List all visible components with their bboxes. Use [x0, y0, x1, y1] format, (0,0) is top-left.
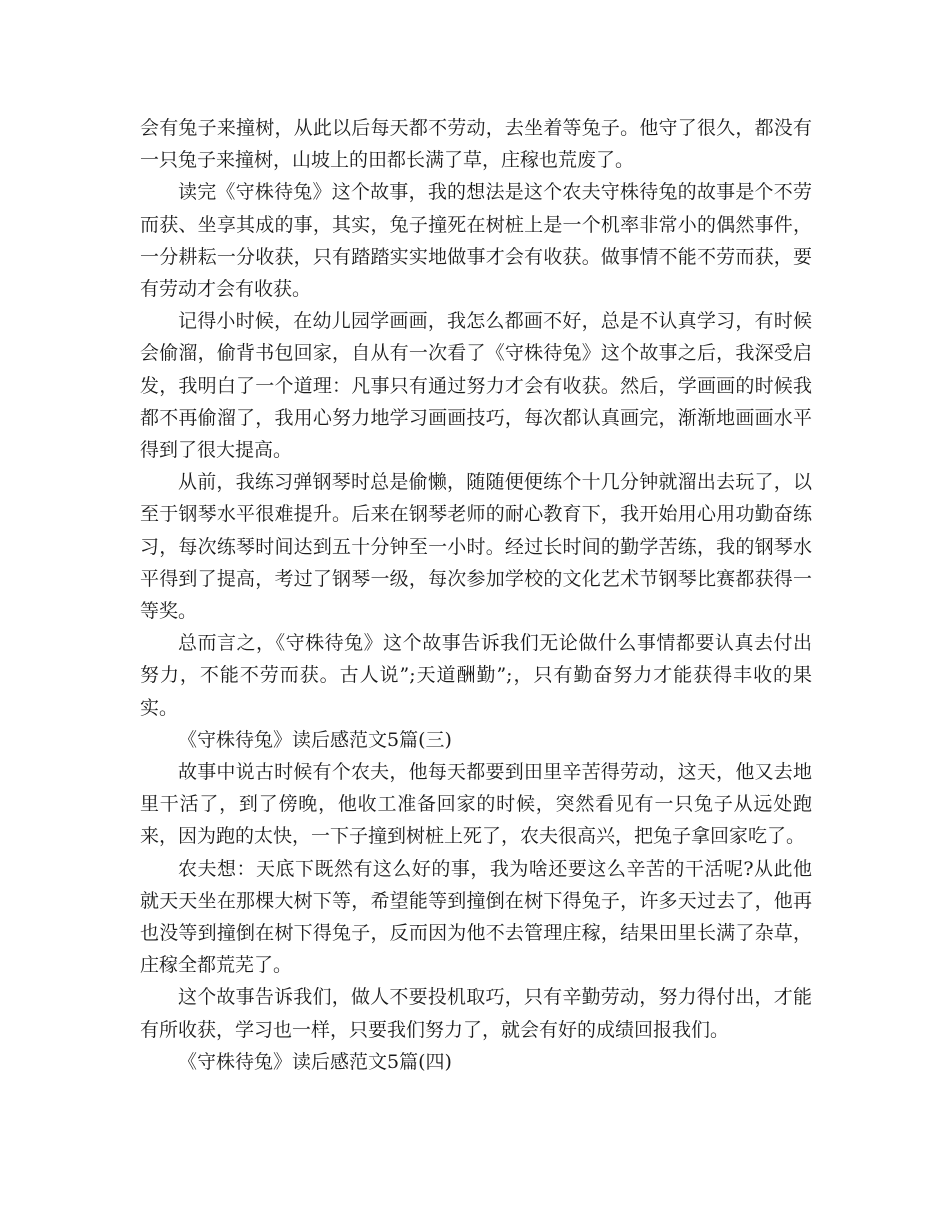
paragraph-drawing-memory: 记得小时候，在幼儿园学画画，我怎么都画不好，总是不认真学习，有时候会偷溜，偷背书包回家，自从有一次看了《守株待兔》这个故事之后，我深受启发，我明白了一个道理：凡事只有通过努力才会有收获。然后，学画画的时候我都不再偷溜了，我用心努力地学习画画技巧，每次都认真画完，渐渐地画画水平得到了很大提高。 [140, 310, 812, 462]
section-heading-four: 《守株待兔》读后感范文5篇(四) [178, 1050, 452, 1073]
paragraph-continuation: 会有兔子来撞树，从此以后每天都不劳动，去坐着等兔子。他守了很久，都没有一只兔子来撞树，山坡上的田都长满了草，庄稼也荒废了。 [140, 117, 812, 172]
paragraph-reflection: 读完《守株待兔》这个故事，我的想法是这个农夫守株待兔的故事是个不劳而获、坐享其成的事，其实，兔子撞死在树桩上是一个机率非常小的偶然事件，一分耕耘一分收获，只有踏踏实实地做事才会有收获。做事情不能不劳而获，要有劳动才会有收获。 [140, 181, 812, 301]
paragraph-story: 故事中说古时候有个农夫，他每天都要到田里辛苦得劳动，这天，他又去地里干活了，到了傍晚，他收工准备回家的时候，突然看见有一只兔子从远处跑来，因为跑的太快，一下子撞到树桩上死了，农夫很高兴，把兔子拿回家吃了。 [140, 761, 812, 848]
paragraph-piano-practice: 从前，我练习弹钢琴时总是偷懒，随随便便练个十几分钟就溜出去玩了，以至于钢琴水平很难提升。后来在钢琴老师的耐心教育下，我开始用心用功勤奋练习，每次练琴时间达到五十分钟至一小时。经过长时间的勤学苦练，我的钢琴水平得到了提高，考过了钢琴一级，每次参加学校的文化艺术节钢琴比赛都获得一等奖。 [140, 471, 812, 623]
document-body [140, 112, 812, 1078]
paragraph-farmer-thoughts: 农夫想：天底下既然有这么好的事，我为啥还要这么辛苦的干活呢?从此他就天天坐在那棵大树下等，希望能等到撞倒在树下得兔子，许多天过去了，他再也没等到撞倒在树下得兔子，反而因为他不去管理庄稼，结果田里长满了杂草，庄稼全都荒芜了。 [140, 857, 812, 977]
paragraph-moral: 这个故事告诉我们，做人不要投机取巧，只有辛勤劳动，努力得付出，才能有所收获，学习也一样，只要我们努力了，就会有好的成绩回报我们。 [140, 986, 812, 1041]
section-heading-three: 《守株待兔》读后感范文5篇(三) [178, 728, 452, 751]
paragraph-conclusion: 总而言之，《守株待兔》这个故事告诉我们无论做什么事情都要认真去付出努力，不能不劳而获。古人说”;天道酬勤”;，只有勤奋努力才能获得丰收的果实。 [140, 632, 812, 719]
